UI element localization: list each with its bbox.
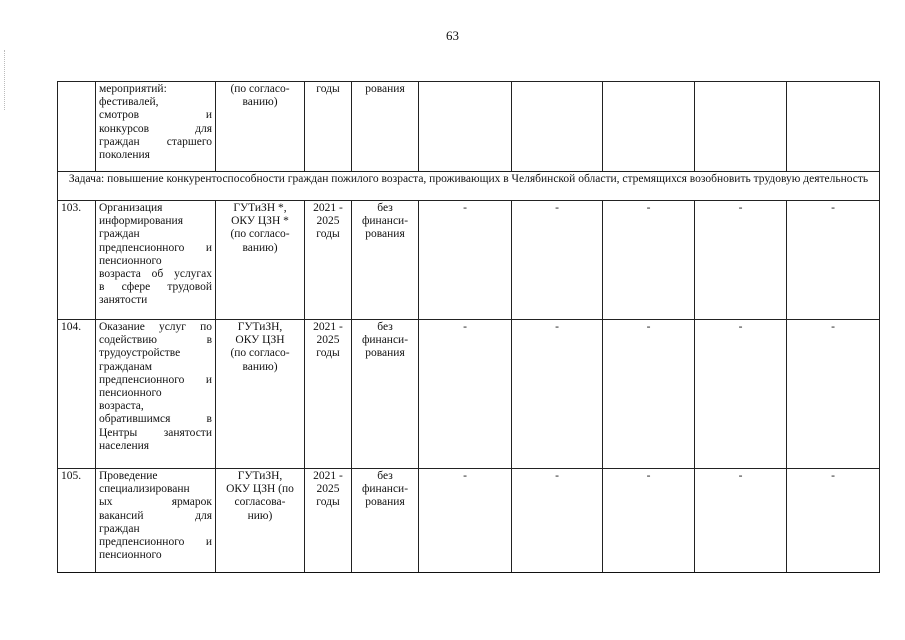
row-number: 103. xyxy=(58,201,96,320)
page-number: 63 xyxy=(446,28,459,43)
executor-cell: ГУТиЗН, ОКУ ЦЗН (по согласо- ванию) xyxy=(216,320,305,469)
table-row-104 xyxy=(58,320,880,469)
executor-cell: ГУТиЗН *, ОКУ ЦЗН * (по согласо- ванию) xyxy=(216,201,305,320)
value-cell: - xyxy=(603,201,695,320)
funding-cell: без финанси- рования xyxy=(352,320,419,469)
value-cell xyxy=(787,82,880,172)
funding-cell: рования xyxy=(352,82,419,172)
table-row-continuation xyxy=(58,82,880,172)
value-cell: - xyxy=(419,201,512,320)
value-cell: - xyxy=(512,469,603,573)
scan-edge-mark xyxy=(4,50,6,110)
value-cell: - xyxy=(695,201,787,320)
executor-cell: ГУТиЗН, ОКУ ЦЗН (по согласова- нию) xyxy=(216,469,305,573)
value-cell xyxy=(512,82,603,172)
value-cell xyxy=(695,82,787,172)
row-number-cell xyxy=(58,82,96,172)
period-cell: 2021 - 2025 годы xyxy=(305,320,352,469)
period-cell: годы xyxy=(305,82,352,172)
value-cell: - xyxy=(512,201,603,320)
value-cell: - xyxy=(695,469,787,573)
period-cell: 2021 - 2025 годы xyxy=(305,201,352,320)
period-cell: 2021 - 2025 годы xyxy=(305,469,352,573)
table-row-105 xyxy=(58,469,880,573)
row-number: 104. xyxy=(58,320,96,469)
value-cell: - xyxy=(787,469,880,573)
value-cell: - xyxy=(603,320,695,469)
row-number: 105. xyxy=(58,469,96,573)
executor-cell: (по согласо- ванию) xyxy=(216,82,305,172)
task-text: Задача: повышение конкурентоспособности граждан пожилого возраста, проживающих в Челябинской области, стремящихся возобновить трудовую деятельность xyxy=(58,172,880,201)
measure-name-cell: Организация информирования граждан предпенсионного и пенсионного возраста об услугах в сфере трудовой занятости xyxy=(96,201,216,320)
measure-name-cell: Проведение специализированн ых ярмарок вакансий для граждан предпенсионного и пенсионного xyxy=(96,469,216,573)
measure-name-cell: Оказание услуг по содействию в трудоустройстве гражданам предпенсионного и пенсионного возраста, обратившимся в Центры занятости населения xyxy=(96,320,216,469)
value-cell xyxy=(419,82,512,172)
table-row-103 xyxy=(58,201,880,320)
value-cell: - xyxy=(787,320,880,469)
funding-cell: без финанси- рования xyxy=(352,201,419,320)
value-cell: - xyxy=(603,469,695,573)
value-cell: - xyxy=(419,320,512,469)
measure-name-cell: мероприятий: фестивалей, смотров и конкурсов для граждан старшего поколения xyxy=(96,82,216,172)
value-cell: - xyxy=(512,320,603,469)
measures-table xyxy=(57,81,880,573)
value-cell xyxy=(603,82,695,172)
task-row xyxy=(58,172,880,201)
value-cell: - xyxy=(419,469,512,573)
funding-cell: без финанси- рования xyxy=(352,469,419,573)
value-cell: - xyxy=(787,201,880,320)
value-cell: - xyxy=(695,320,787,469)
